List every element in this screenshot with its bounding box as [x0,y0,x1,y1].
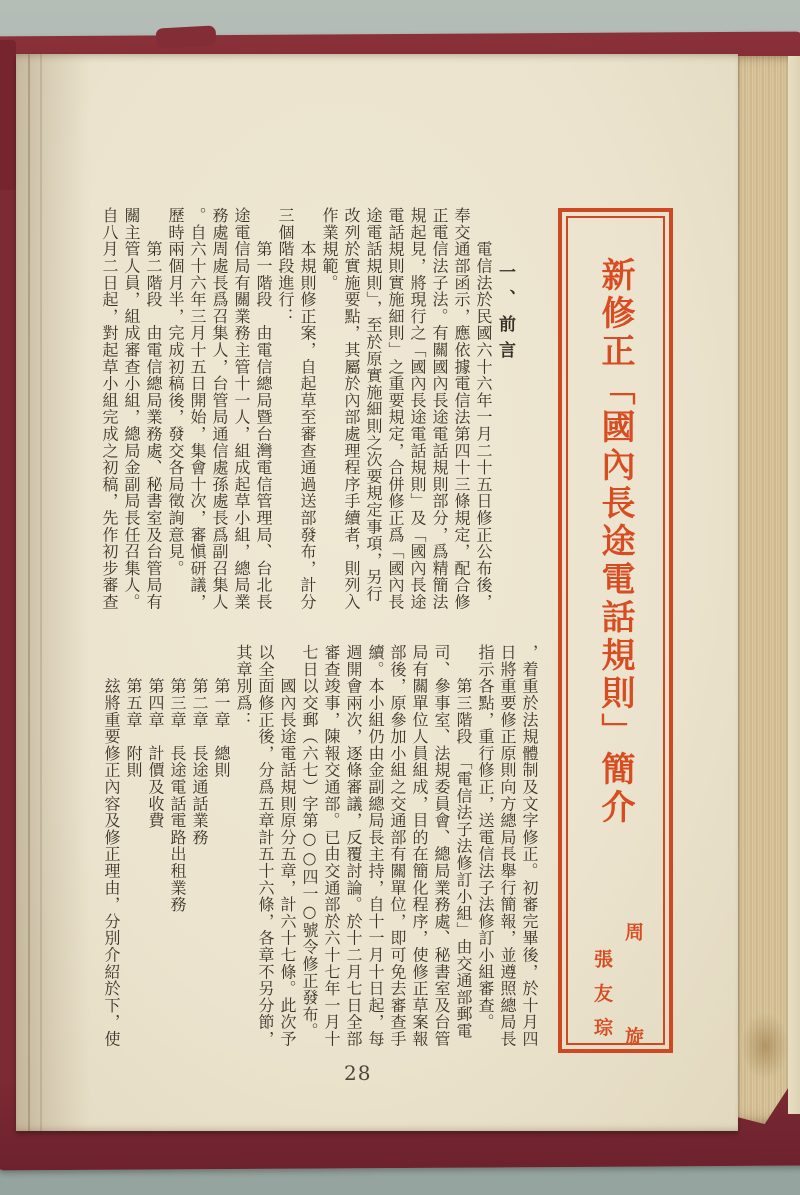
text-column: 週開會兩次，逐條審議，反覆討論。於十二月七日全部 [344,644,363,1048]
page-edge-stack [735,56,789,1124]
text-column: 途電信局有關業務主管十一人，組成起草小組，總局業 [232,207,251,611]
text-column: 第二章 長途通話業務 [190,644,209,846]
article-title: 新修正「國內長途電話規則」簡介 [595,257,635,827]
text-column: 規起見，將現行之「國內長途電話規則」及「國內長途 [408,207,427,611]
author-name: 周 旋 [622,922,644,1079]
section-heading: 一、前言 [495,263,515,367]
author-name: 張友琮 [591,949,613,1052]
text-column: 改列於實施要點，其屬於內部處理程序手續者，則列入 [342,207,361,611]
text-column: 自八月二日起，對起草小組完成之初稿，先作初步審查 [100,207,119,611]
text-column: 第一章 總則 [212,644,231,779]
text-column: 第三階段 「電信法子法修訂小組」由交通部郵電 [454,644,473,1040]
text-column: 作業規範。 [320,207,339,291]
text-column: 三個階段進行： [276,207,295,325]
text-column: 玆將重要修正內容及修正理由，分別介紹於下，使 [102,644,121,1048]
text-column: 指示各點，重行修正，送電信法子法修訂小組審查。 [476,644,495,1031]
text-column: 第四章 計價及收費 [146,644,165,829]
text-column: 途電話規則」，至於原實施細則之次要規定事項，另行 [364,207,383,603]
text-column: 本規則修正案，自起草至審查通過送部發布，計分 [298,207,317,611]
lower-text-band [98,644,540,1056]
page-number: 28 [344,1061,372,1085]
page-edge-stain [741,1012,789,1080]
cover-top-fold [156,25,217,48]
text-column: 以全面修正後，分爲五章計五十六條，各章不另分節， [256,644,275,1048]
upper-text-band [98,207,494,619]
text-column: 審查竣事，陳報交通部。已由交通部於六十七年一月十 [322,644,341,1048]
text-column: 日將重要修正原則向方總局長舉行簡報，並遵照總局長 [498,644,517,1048]
text-column: 歷時兩個月半，完成初稿後，發交各局徵詢意見。 [166,207,185,577]
title-box [558,208,673,1079]
text-column: 部後，原參加小組之交通部有關單位，即可免去審查手 [388,644,407,1048]
text-column: 局有關單位人員組成，目的在簡化程序，使修正草案報 [410,644,429,1048]
page-edge-outer-sliver [788,56,800,1114]
text-column: 第二階段 由電信總局業務處、秘書室及台管局有 [144,207,163,611]
text-column: 續。本小組仍由金副總局長主持，自十一月十日起，每 [366,644,385,1048]
text-column: 正電信法子法。有關國內長途電話規則部分，爲精簡法 [430,207,449,611]
gutter-crease-line [28,54,30,1131]
text-column: 電話規則實施細則」之重要規定，合併修正爲「國內長 [386,207,405,611]
text-column: 第三章 長途電話電路出租業務 [168,644,187,913]
text-column: 奉交通部函示，應依據電信法第四十三條規定，配合修 [452,207,471,611]
text-column: 其章別爲： [234,644,253,728]
cover-left-corner [0,40,16,190]
text-column: 司、參事室、法規委員會、總局業務處、秘書室及台管 [432,644,451,1048]
text-column: 第五章 附則 [124,644,143,779]
text-column: 電信法於民國六十六年一月二十五日修正公布後， [474,207,493,611]
text-column: 關主管人員，組成審查小組，總局金副局長任召集人。 [122,207,141,611]
text-column: 國內長途電話規則原分五章，計六十七條。此次予 [278,644,297,1048]
book-page [16,54,738,1131]
text-column: 。自六十六年三月十五日開始，集會十次，審愼研議， [188,207,207,611]
gutter-crease-line [40,54,42,1131]
text-column: 務處周處長爲召集人，台管局通信處孫處長爲副召集人 [210,207,229,611]
text-column: 七日以交郵（六七）字第○○四一○號令修正發布。 [300,644,319,1040]
text-column: ，着重於法規體制及文字修正。初審完畢後，於十月四 [520,644,539,1048]
text-column: 第一階段 由電信總局暨台灣電信管理局、台北長 [254,207,273,611]
